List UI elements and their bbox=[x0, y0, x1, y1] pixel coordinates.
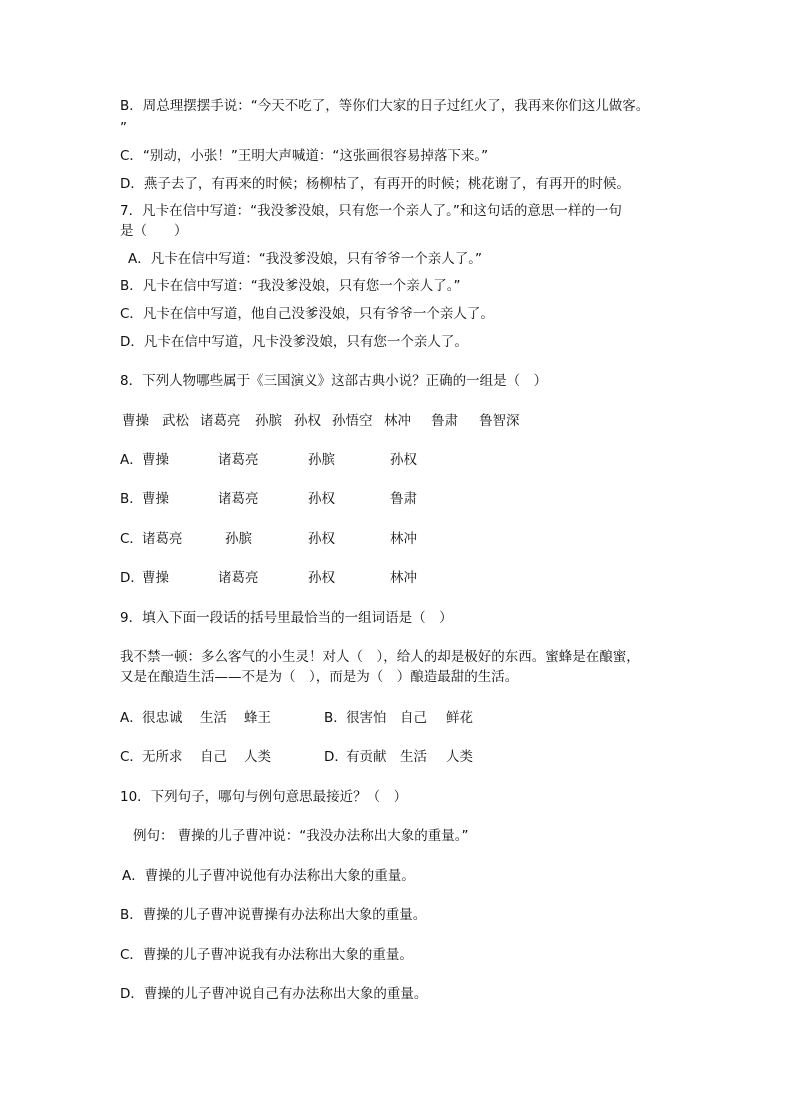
q8-name: 诸葛亮 bbox=[200, 413, 241, 429]
option-item: 鲜花 bbox=[446, 710, 473, 726]
q8-name: 鲁肃 bbox=[431, 413, 458, 429]
q8-name: 孙膑 bbox=[255, 413, 282, 429]
option-item: 孙权 bbox=[308, 531, 335, 547]
q7-stem-line2: 是（ ） bbox=[120, 223, 188, 239]
option-label: C． bbox=[120, 531, 143, 547]
q10-stem: 10．下列句子，哪句与例句意思最接近？（ ） bbox=[120, 789, 408, 805]
option-item: 林冲 bbox=[390, 531, 417, 547]
option-item: 诸葛亮 bbox=[218, 570, 259, 586]
option-label: C． bbox=[120, 749, 143, 765]
option-item: 孙权 bbox=[308, 570, 335, 586]
option-item: 自己 bbox=[400, 710, 427, 726]
q8-name: 孙权 bbox=[294, 413, 321, 429]
q8-name: 武松 bbox=[162, 413, 189, 429]
option-item: 人类 bbox=[446, 749, 473, 765]
q8-stem: 8．下列人物哪些属于《三国演义》这部古典小说？正确的一组是（ ） bbox=[120, 373, 548, 389]
option-item: 生活 bbox=[200, 710, 227, 726]
option-item: 曹操 bbox=[142, 570, 169, 586]
q7-stem-line1: 7．凡卡在信中写道：“我没爹没娘，只有您一个亲人了。”和这句话的意思一样的一句 bbox=[120, 203, 622, 219]
option-item: 自己 bbox=[200, 749, 227, 765]
option-item: 生活 bbox=[400, 749, 427, 765]
option-item: 曹操 bbox=[142, 491, 169, 507]
option-item: 很害怕 bbox=[346, 710, 387, 726]
option-item: 曹操 bbox=[142, 452, 169, 468]
q10-option-c: C．曹操的儿子曹冲说我有办法称出大象的重量。 bbox=[120, 947, 413, 963]
option-label: B． bbox=[120, 491, 143, 507]
option-d: D．燕子去了，有再来的时候；杨柳枯了，有再开的时候；桃花谢了，有再开的时候。 bbox=[120, 176, 630, 192]
option-label: D． bbox=[120, 570, 144, 586]
option-item: 孙权 bbox=[390, 452, 417, 468]
option-item: 鲁肃 bbox=[390, 491, 417, 507]
option-c: C．“别动，小张！”王明大声喊道：“这张画很容易掉落下来。” bbox=[120, 148, 489, 164]
option-item: 诸葛亮 bbox=[218, 491, 259, 507]
option-item: 很忠诚 bbox=[142, 710, 183, 726]
option-item: 诸葛亮 bbox=[218, 452, 259, 468]
option-item: 孙权 bbox=[308, 491, 335, 507]
q8-name: 曹操 bbox=[122, 413, 149, 429]
q10-option-a: A．曹操的儿子曹冲说他有办法称出大象的重量。 bbox=[122, 868, 415, 884]
option-item: 蜂王 bbox=[244, 710, 271, 726]
option-b-line2: ” bbox=[120, 120, 127, 136]
option-item: 孙膑 bbox=[308, 452, 335, 468]
q8-name: 孙悟空 bbox=[332, 413, 373, 429]
option-item: 林冲 bbox=[390, 570, 417, 586]
option-label: D． bbox=[324, 749, 348, 765]
option-item: 诸葛亮 bbox=[142, 531, 183, 547]
q9-stem: 9．填入下面一段话的括号里最恰当的一组词语是（ ） bbox=[120, 610, 453, 626]
q7-option-a: A．凡卡在信中写道：“我没爹没娘，只有爷爷一个亲人了。” bbox=[128, 251, 482, 267]
option-b-line1: B．周总理摆摆手说：“今天不吃了，等你们大家的日子过红火了，我再来你们这儿做客。 bbox=[120, 98, 650, 114]
q9-passage-line2: 又是在酿造生活——不是为（ ），而是为（ ）酿造最甜的生活。 bbox=[120, 669, 519, 685]
option-item: 有贡献 bbox=[346, 749, 387, 765]
option-label: B． bbox=[324, 710, 347, 726]
q10-example: 例句： 曹操的儿子曹冲说：“我没办法称出大象的重量。” bbox=[133, 828, 469, 844]
q7-option-c: C．凡卡在信中写道，他自己没爹没娘，只有爷爷一个亲人了。 bbox=[120, 306, 494, 322]
q8-name: 林冲 bbox=[384, 413, 411, 429]
q7-option-d: D．凡卡在信中写道，凡卡没爹没娘，只有您一个亲人了。 bbox=[120, 334, 468, 350]
q10-option-d: D．曹操的儿子曹冲说自己有办法称出大象的重量。 bbox=[120, 986, 428, 1002]
option-label: A． bbox=[120, 452, 143, 468]
q10-option-b: B．曹操的儿子曹冲说曹操有办法称出大象的重量。 bbox=[120, 907, 427, 923]
option-item: 孙膑 bbox=[225, 531, 252, 547]
option-label: A． bbox=[120, 710, 143, 726]
option-item: 人类 bbox=[244, 749, 271, 765]
q9-passage-line1: 我不禁一顿：多么客气的小生灵！对人（ ），给人的却是极好的东西。蜜蜂是在酿蜜， bbox=[120, 649, 640, 665]
q8-name: 鲁智深 bbox=[479, 413, 520, 429]
q7-option-b: B．凡卡在信中写道：“我没爹没娘，只有您一个亲人了。” bbox=[120, 278, 461, 294]
option-item: 无所求 bbox=[142, 749, 183, 765]
